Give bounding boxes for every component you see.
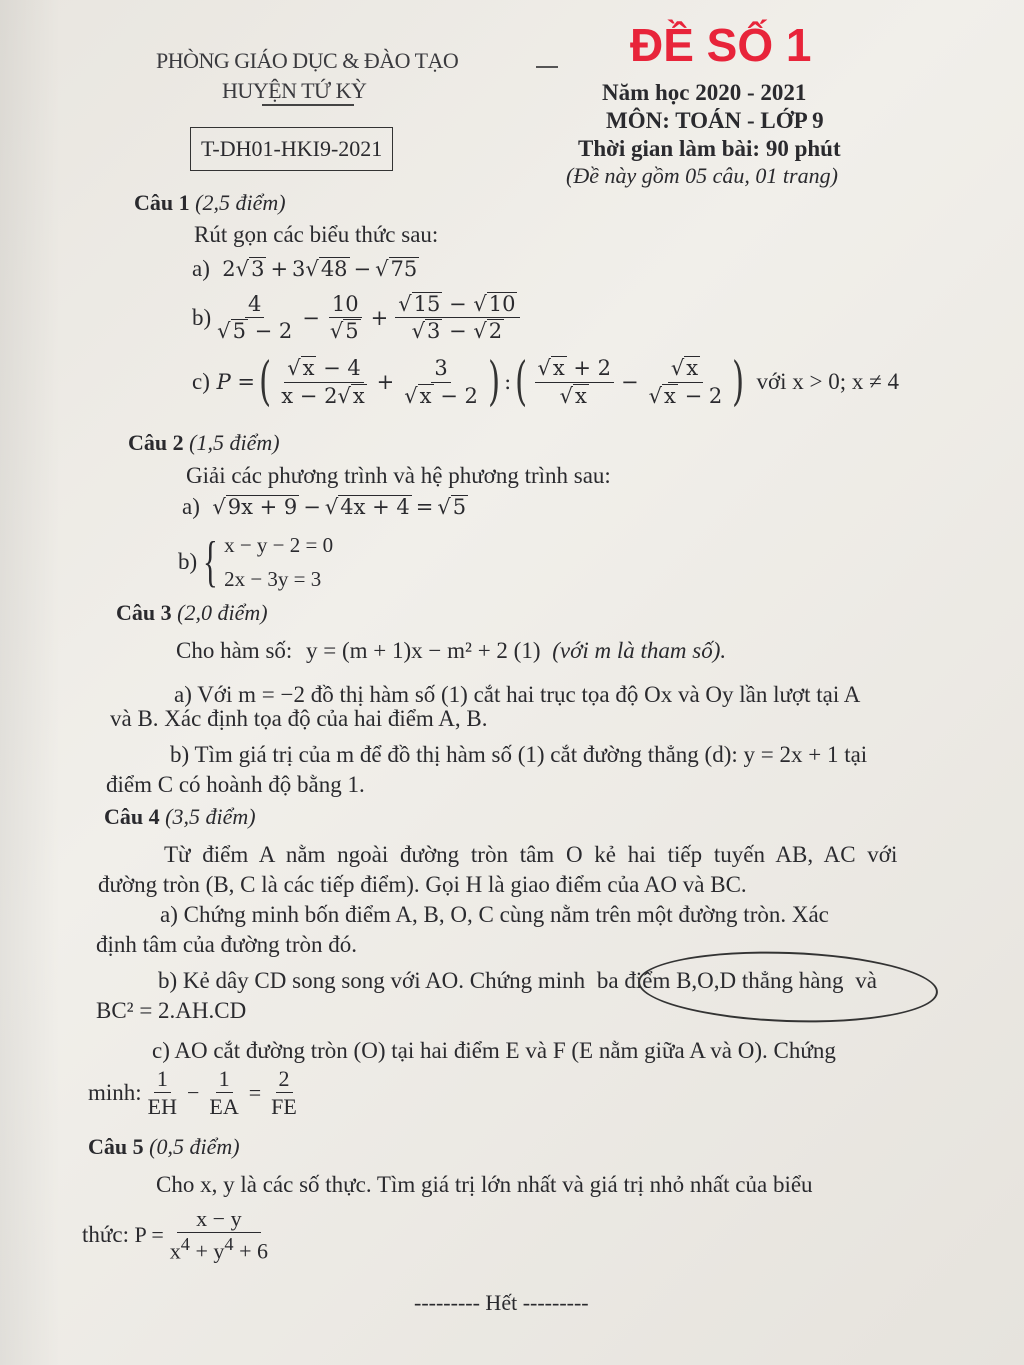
subject: MÔN: TOÁN - LỚP 9 [606, 108, 824, 133]
q1c-row [192, 352, 900, 412]
school-year: Năm học 2020 - 2021 [602, 80, 807, 105]
q2-heading [128, 430, 280, 456]
q4c-expression: $\frac{1}{EH}$ − $\frac{1}{EA}$ = $\frac{2}{FE}$ [147, 1066, 297, 1120]
q1-points: (2,5 điểm) [195, 190, 286, 215]
q4b-line2: BC² = 2.AH.CD [96, 998, 247, 1023]
q1-intro: Rút gọn các biểu thức sau: [194, 222, 439, 247]
exam-code-box: T-DH01-HKI9-2021 [190, 127, 393, 171]
q1-title: Câu 1 [134, 190, 190, 215]
q1b-label: b) [192, 304, 212, 330]
q2b-eq1: x − y − 2 = 0 [224, 533, 334, 557]
q5-title: Câu 5 [88, 1134, 144, 1159]
system-brace: { [203, 531, 219, 593]
dash-mark [536, 66, 558, 68]
q2-intro: Giải các phương trình và hệ phương trình sau: [186, 463, 611, 488]
q3-intro-pre: Cho hàm số: [176, 638, 293, 663]
q2b-eq2: 2x − 3y = 3 [224, 567, 322, 591]
q1a-expression: 2 √ 3 + 3 √ 48 − √ 75 [215, 256, 418, 282]
q4b-line1-post: và [855, 968, 877, 993]
q1c-expression: P = ( √ x − 4 x − 2√ x + 3 √ x − 2 ) : ( √ x + 2 √ x − √ x √ x − 2 ) [216, 352, 745, 412]
q1-heading [134, 190, 286, 216]
q2b-label: b) [178, 549, 198, 574]
q2-points: (1,5 điểm) [189, 430, 280, 455]
q3-points: (2,0 điểm) [177, 600, 268, 625]
exam-time: Thời gian làm bài: 90 phút [578, 136, 841, 161]
q5-line2-pre: thức: [82, 1221, 129, 1247]
q5-line1: Cho x, y là các số thực. Tìm giá trị lớn nhất và giá trị nhỏ nhất của biểu [156, 1172, 813, 1197]
q5-expression: P = $\frac{x - y}{x^4 + y^4 + 6}$ [128, 1206, 268, 1264]
q2a-label: a) [182, 494, 200, 519]
q5-points: (0,5 điểm) [149, 1134, 240, 1159]
q1a-label: a) [192, 256, 210, 281]
q4c-line1: c) AO cắt đường tròn (O) tại hai điểm E và F (E nằm giữa A và O). Chứng [152, 1038, 836, 1063]
q4a-line1: a) Chứng minh bốn điểm A, B, O, C cùng nằm trên một đường tròn. Xác [160, 902, 829, 927]
q3a-line1: a) Với m = −2 đồ thị hàm số (1) cắt hai trục tọa độ Ox và Oy lần lượt tại A [174, 682, 861, 707]
q1c-label: c) [192, 369, 210, 394]
q3-function: y = (m + 1)x − m² + 2 (1) [306, 638, 541, 663]
q1c-condition: với x > 0; x ≠ 4 [756, 369, 900, 394]
q4a-line2: định tâm của đường tròn đó. [96, 932, 357, 957]
page-shadow [0, 0, 60, 1365]
q4-para-line2: đường tròn (B, C là các tiếp điểm). Gọi H là giao điểm của AO và BC. [98, 872, 747, 897]
end-marker: --------- Hết --------- [414, 1290, 589, 1315]
district-name: HUYỆN TỨ KỲ [222, 78, 367, 103]
q4-title: Câu 4 [104, 804, 160, 829]
q3b-line1: b) Tìm giá trị của m để đồ thị hàm số (1) cắt đường thẳng (d): y = 2x + 1 tại [170, 742, 868, 767]
exam-title: ĐỀ SỐ 1 [630, 19, 812, 71]
q3b-line2: điểm C có hoành độ bằng 1. [106, 772, 365, 797]
q4-points: (3,5 điểm) [165, 804, 256, 829]
q3-intro [176, 638, 726, 664]
q2-title: Câu 2 [128, 430, 184, 455]
q4c-line2 [88, 1066, 303, 1120]
q5-line2 [82, 1206, 274, 1264]
q2a-row [182, 494, 468, 520]
q4-heading [104, 804, 256, 830]
handwritten-circle [637, 947, 939, 1027]
q1b-row [192, 292, 523, 343]
department-name: PHÒNG GIÁO DỤC & ĐÀO TẠO [156, 48, 459, 73]
exam-note: (Đề này gồm 05 câu, 01 trang) [566, 163, 838, 188]
q4b-line1-pre: b) Kẻ dây CD song song với AO. Chứng minh [158, 968, 586, 993]
q3-heading [116, 600, 268, 626]
q3a-line2: và B. Xác định tọa độ của hai điểm A, B. [110, 706, 488, 731]
q2b-system [224, 528, 333, 596]
q2a-expression: √ 9x + 9 − √ 4x + 4 = √ 5 [212, 494, 467, 520]
q3-intro-post: (với m là tham số). [552, 638, 727, 663]
q4c-line2-pre: minh: [88, 1079, 142, 1105]
q1b-expression: 4 √ 5 − 2 − 10 √ 5 + √ 15 − √ 10 √ 3 − √ 2 [211, 292, 523, 343]
q3-title: Câu 3 [116, 600, 172, 625]
q4b-circled-text: ba điểm B,O,D thẳng hàng [596, 968, 844, 993]
q2b-row [178, 528, 333, 596]
district-underline [262, 104, 354, 106]
q1a-row [192, 256, 419, 282]
q4-para-line1: Từ điểm A nằm ngoài đường tròn tâm O kẻ hai tiếp tuyến AB, AC với [164, 842, 898, 867]
q5-heading [88, 1134, 240, 1160]
